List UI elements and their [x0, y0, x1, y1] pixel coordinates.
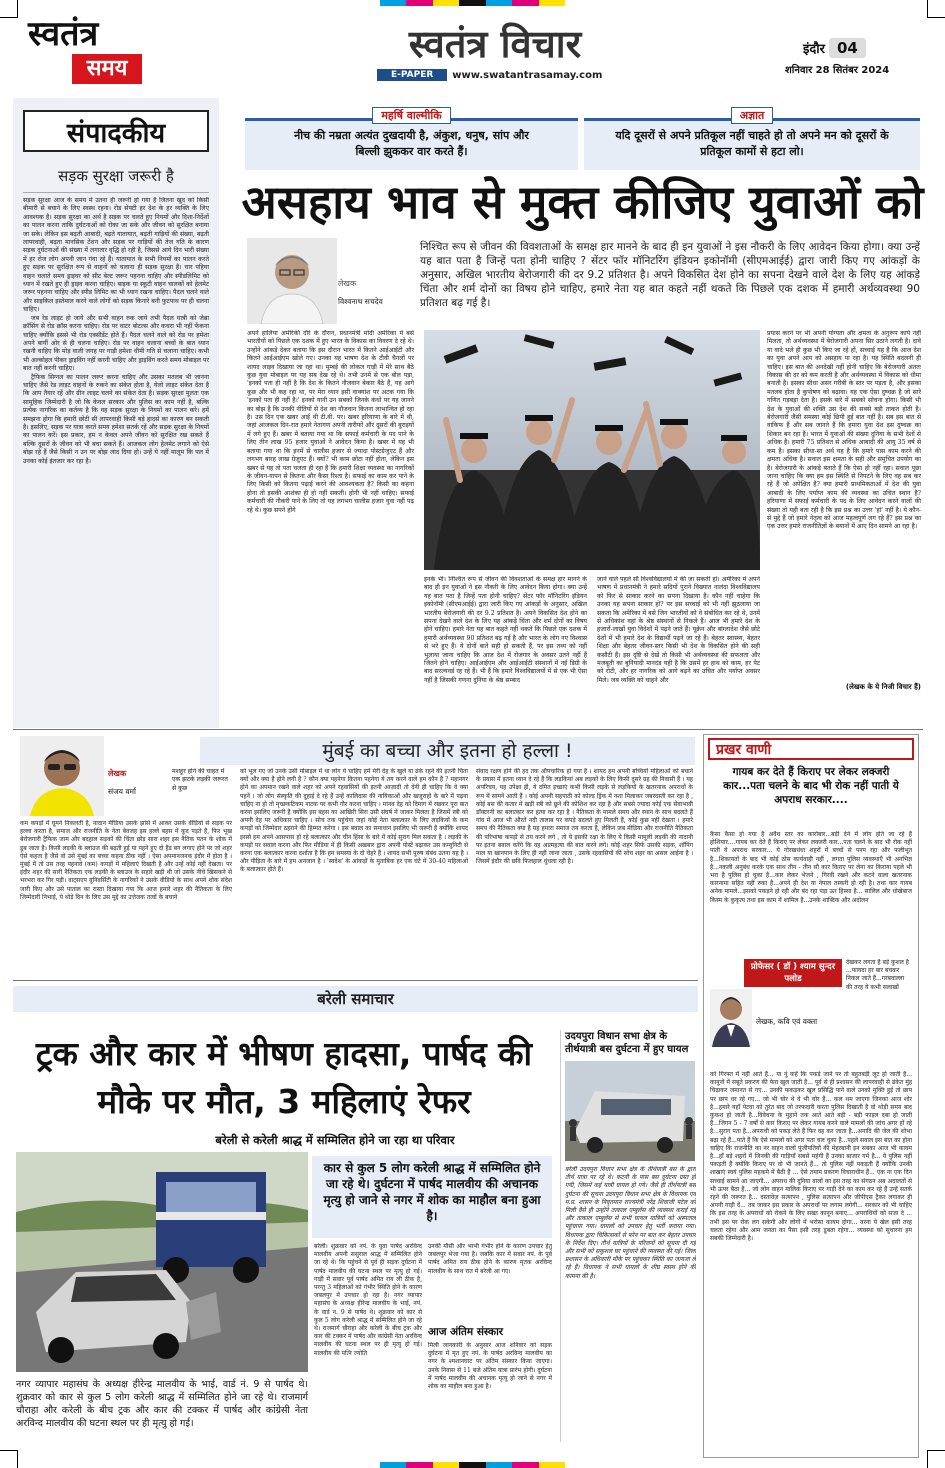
- prakhar-vani-box: [703, 734, 919, 1458]
- bareli-highlight: कार से कुल 5 लोग करेली श्राद्ध में सम्मिलित होने जा रहे थे। दुर्घटना में पार्षद मालवीय की अचानक मृत्यु हो जाने से नगर में शोक का माहौल बना हुआ है।: [312, 1156, 552, 1238]
- mumbai-col3: संवाद रक्षण होने की हद तक औपचारिक हो गया है । शायद हम अपनी बच्चियों महिलाओं को बचाने के प्रयास में इतना ध्यान दे रहे हैं कि लड़कियां अब लड़कों के लिए किसी दुसरे ग्रह की निवासी हैं । यह अपरिचय, यह उपेक्षा ही, ये दमित इच्छाएं कभी किसी लड़के से लड़कियों के खतरनाक अपराधों के रूप में सामने आती हैं । कोई अपनी सहपाठी को कोल्ड ड्रिंक में नशा मिलाकर जबरदस्ती कर रहा है , कोई बस की कतार में खड़ी स्त्री को छूने की कोशिश कर रहा है और सबसे ज्यादा कोई एक सेवाभावी डॉक्टरनी का बलात्कार कर हत्या कर रहा है । नैतिकता के मामले समय और स्थान के साथ बदलते हैं गांव में आज भी औरतें नदी तालाब पर कपड़े बदलते हुए मिलती हैं, कोई कुछ नहीं देखता । हमारे समय की नैतिकता क्या है यह हमारा समाज तय करता है, लेकिन जब मीडिया और राजनीति नैतिकता की परिभाषा कपड़ों से तय करने लगे , तो ये इसकी रक्षा के लिए ये किसी मामूली लड़की की नादानी पर इतना बवाल करेंगे कि वह आत्महत्या की बात करने लगे। कोई शहर सिर्फ उसकी सड़क, शॉपिंग माल या खानपान के लिए ही नहीं जाना जाता , उसके रहवासियों की सोच शहर का असल आईना है । जिसमें इंदौर की छवि फिलहाल धुंधला रही है।: [476, 768, 693, 866]
- crop-mark-bl: [0, 1450, 18, 1468]
- color-bar-top: [380, 0, 565, 6]
- editorial-title: सड़क सुरक्षा जरूरी है: [23, 166, 209, 193]
- author-photo-palod: [710, 989, 752, 1047]
- main-author-label: लेखक: [338, 279, 357, 288]
- main-disclaimer: (लेखक के ये निजी विचार हैं): [845, 683, 921, 691]
- bareli-banner: [13, 986, 698, 1012]
- quote-right-author: अज्ञात: [731, 107, 774, 124]
- epaper-label: E-PAPER: [377, 69, 447, 81]
- mumbai-intro: मशहूर होने की चाहत में एक झटके लड़की जरूरत से कुछ: [172, 768, 228, 792]
- prakhar-author-label: लेखक, कवि एवं वक्ता: [756, 1017, 818, 1026]
- author-photo-verma: [20, 736, 104, 816]
- logo-top-text: स्वतंत्र: [28, 14, 99, 54]
- editorial-box: [23, 110, 209, 152]
- udaipura-headline: उदयपुरा विधान सभा क्षेत्र के तीर्थयात्री बस दुर्घटना में हुए घायल: [565, 1031, 689, 1055]
- mumbai-headline: मुंबई का बच्चा और इतना हो हल्ला !: [200, 737, 695, 765]
- prakhar-author-name: प्रोफेसर ( डॉ ) श्याम सुन्दर पलोड: [744, 959, 842, 987]
- main-lead: निश्चित रूप से जीवन की विवशताओं के समक्ष हार मानने के बाद ही इन युवाओं ने इस नौकरी के लिए आवेदन किया होगा। क्या उन्हें यह बात पता है जिन्हें पता होनी चाहिए ? सेंटर फॉर मॉनिटरिंग इंडियन इकोनॉमी (सीएमआईई) द्वारा जारी किए गए आंकड़ों के अनुसार, अखिल भारतीय बेरोजगारी की दर 9.2 प्रतिशत है। अपने विकसित देश होने का सपना देखने वाले देश के लिए यह आंकड़े चिंता और शर्म दोनों का विषय होने चाहिए, हमारे नेता यह बात कहते नहीं थकते कि पिछले एक दशक में हमारी अर्थव्यवस्था 90 प्रतिशत बढ़ गई है।: [420, 241, 920, 309]
- quote-right-text: यदि दूसरों से अपने प्रतिकूल नहीं चाहते हो तो अपने मन को दूसरों के प्रतिकूल कामों से हटा लो।: [584, 118, 920, 170]
- prakhar-vani-header: [708, 738, 914, 760]
- bareli-section-title: बरेली समाचार: [317, 990, 394, 1008]
- issue-date: शनिवार 28 सितंबर 2024: [785, 65, 890, 76]
- graduates-photo: [424, 330, 760, 570]
- bareli-subhead: बरेली से करेली श्राद्ध में सम्मिलित होने जा रहा था परिवार: [215, 1133, 455, 1147]
- bareli-headline: ट्रक और कार में भीषण हादसा, पार्षद की मौके पर मौत, 3 महिलाएं रेफर: [35, 1034, 533, 1121]
- epaper-bar: [377, 68, 602, 82]
- main-col2: इनके भी। निश्चित रूप से जीवन की विवशताओं के समक्ष हार मानने के बाद ही इन युवाओं ने इस नौकरी के लिए आवेदन किया होगा। क्या उन्हें यह बात पता है जिन्हें पता होनी चाहिए? सेंटर फॉर मॉनिटरिंग इंडियन इकोनॉमी (सीएमआईई) द्वारा जारी किए गए आंकड़ों के अनुसार, अखिल भारतीय बेरोजगारी की दर 9.2 प्रतिशत है। अपने विकसित देश होने का सपना देखने वाले देश के लिए यह आंकड़े चिंता और शर्म दोनों का विषय होने चाहिए। हमारे नेता यह बात कहते नहीं थकते कि पिछले एक दशक में हमारी अर्थव्यवस्था 90 प्रतिशत बढ़ गई है और भारत के लोग नए विश्वास से भरे हुए हैं। ये दोनों बातें सही हो सकती हैं, पर इस तथ्य को नहीं भुलाया जाना चाहिए कि आज देश में रोजगार के अवसर उतने नहीं हैं जितने होने चाहिए। आईआईएम और आईआईटी संस्थानों में नई डिग्री के बाद सरल्यवर्ड रह रहे हैं। भी हैं कि हमारे विश्वविद्यालयों में से एक भी ऐसा नहीं है जिसकी गणना दुनिया के श्रेष्ठ सम्बाद: [424, 576, 587, 684]
- masthead-title: स्वतंत्र विचार: [408, 22, 582, 66]
- accident-photo: [16, 1152, 308, 1372]
- editorial-column: [13, 98, 219, 728]
- main-headline: असहाय भाव से मुक्त कीजिए युवाओं को: [241, 175, 924, 229]
- prakhar-author-row: [710, 959, 912, 1069]
- editorial-section-title: संपादकीय: [66, 117, 166, 149]
- edition-info: [803, 38, 866, 58]
- mumbai-author-label: लेखक: [108, 769, 127, 778]
- bareli-caption: नगर व्यापार महासंघ के अध्यक्ष हीरेन्द्र मालवीय के भाई, वार्ड नं. 9 से पार्षद थे। शुक्रवार को कार से कुल 5 लोग करेली श्राद्ध में सम्मिलित होने जा रहे थे। राजमार्ग चौराहा और करेली के बीच ट्रक और कार की टक्कर में पार्षद और कांग्रेसी नेता अरविन्द मालवीय की घटना स्थल पर ही मृत्यु हो गई।: [16, 1379, 308, 1429]
- bareli-col1: बरेली। शुक्रवार को नपं. के युवा पार्षद अरविन्द मालवीय अपनी ससुराल श्राद्ध में सम्मिलित होने जा रहे थे। कि पहुंचने से पूर्व ही सड़क दुर्घटना में पार्षद मालवीय की घटना स्थल पर मृत्यु हो गई। गाड़ी में सवार पूर्व पार्षद अमित राय ली ठीक है, परन्तु 3 महिलाओं को गंभीर स्थिति होने के कारण जबलपुर में उपचार हो रहा है। नगर व्यापार महासंघ के अध्यक्ष हीरेन्द्र मालवीय के भाई, नपं. के वार्ड न. 9 से पार्षद थे। शुक्रवार को कार से कुल 5 लोग करेली श्राद्ध में सम्मिलित होने जा रहे थे। राजमार्ग चौराहा और करेली के बीच ट्रक और कार की टक्कर में पार्षद और कांग्रेसी नेता अरविन्द मालवीय की घटना स्थल पर ही मृत्यु हो गई। मालवीय की पत्नि ज्योति: [314, 1243, 422, 1357]
- prakhar-side-text: देखकर लगता है बड़े कुशल है ...फायदा हर बार बचकर निकल जाते हैं...गरबवाल्ला की तरह ये कभी सलाखों: [846, 959, 909, 991]
- bus-accident-photo: [565, 1061, 695, 1161]
- editorial-p2: जब रेड लाइट हो जाये और सभी वाहन रुक जाये तभी पैदल यात्री को जेब्रा क्रॉसिंग से रोड क्रॉस करना चाहिए। रोड पर वाटर बोटल्स और कचरा भी नहीं फेंकना चाहिए क्योंकि इससे भी रोड एक्सीडेंट होते हैं। पैदल चलने वाले को रोड पर हमेशा अपने बायीं ओर से ही चलना चाहिए। रोड पर वाहन चलाना बच्चों के बात ध्यान रखनी चाहिए कि मोड़ वाली जगह पर गाड़ी हमेशा धीमी गति से चलाना चाहिए। कभी भी अल्कोहल पीकर ड्राइविंग नहीं करनी चाहिए और ड्राइविंग करते समय मोबाइल पर बात नहीं करनी चाहिए।: [23, 314, 209, 373]
- page-number: 04: [829, 38, 866, 58]
- city-label: इंदौर: [803, 42, 825, 57]
- website-link[interactable]: www.swatantrasamay.com: [452, 69, 603, 81]
- main-col4: प्रयास करने पर भी अपनी योग्यता और क्षमता के अनुरूप कार्य नहीं मिलता, तो अर्थव्यवस्था में बेरोजगारी अपना सिर उठाने लगती है। दावे या वादे भले ही कुछ भी किए जा रहे हों, सच्चाई यह है कि आज देश का युवा अपने आप को असहाय पा रहा है। यह स्थिति बदलनी ही चाहिए। इस बात की अनदेखी नहीं होनी चाहिए कि बेरोजगारी अंततः विकास की दर को कम करती है और अर्थव्यवस्था में विकास को धीमा बनाती है। इसका सीधा असर गरीबी के स्तर पर पड़ता है, और इसका मतलब होता है कुपोषण को बढ़ावा। यह एक ऐसा दुष्चक्र है जो सारे गणित गड़बड़ा देता है। इसके बारे में सबको सोचना होगा। किसी भी देश के युवाओं की शक्ति उस देश की सबसे बड़ी ताकत होती है। बेरोजगारी जैसी समस्या कोई छिपी हुई बात नहीं है। सब इस बात से वाकिफ हैं और सब जानते हैं कि हमारा युवा देश इस दुष्चक्र का शिकार बन रहा है। भारत में युवाओं की संख्या दुनिया के सभी देशों से अधिक है। हमारी 75 प्रतिशत से अधिक आबादी की आयु 35 वर्ष से कम है। इसका सीधा-सा अर्थ यह है कि हमारे पास काम करने की क्षमता अधिक है। सवाल इस क्षमता के सही और समुचित उपयोग का है। बेरोजगारी के आंकड़े बताते हैं कि ऐसा हो नहीं रहा। सवाल पूछा जाना चाहिए कि क्या हम इस स्थिति से निपटने के लिए वह सब कर रहे हैं जो अपेक्षित है? क्या हमारी प्राथमिकताओं में देश की युवा आबादी के लिए पर्याप्त काम की व्यवस्था का उचित स्थान है? हरियाणा में सफाई कर्मचारी के पद के लिए आवेदन करने वालों की संख्या तो यही बता रही है कि इस प्रश्न का उत्तर 'हां' नहीं है। ये कौन-से मुद्दे हैं जो हमारे नेतृत्व को आज महत्वपूर्ण लग रहे हैं? इस प्रश्न का एक उत्तर हमारे राजनीतिज्ञों के बयानों में आए दिन सामने आ रहा है।: [767, 330, 921, 531]
- prakhar-body2: को गिरफ्त में नहीं आते हैं... या नूं कहें कि पकड़े जाने पर तो बहुतबड़ी लूट हो जाती है... कानूनों में सबूते प्रकरण की फेरा खुल जाती है... पूर्व से ही प्रशासन की लापरवाही से ढंकेत मुंह चिढ़ाकर जमानत से गए... उनकी फकड़कर खुल प्रसिद्धि पाने वाले उनको मुक्ति हुई तो छाप पर छाप धर रहे गए... जो भी चोर थे वे भी चोर हैं... कल थम जाएगा जिनका आज शोर है...हमारे यहाँ पेटवा को तुरंत बाद जो तरफदारी करता पुलिस दिखाती है वो थोड़ी समय बाद कुकश हो जाती है...विवेचना के मुहाने तक आते आते बड़ी - बड़ी फाइल दबा हो जाती हैं...जिगन 5 - 7 वर्षों से कार किराए पर लेकर गायब करने वाले मामलों की जांच अगर हों रहे है...सुराग पता है...अपराधी को पकड़ लेते हैं फिर वह कर जाता है...अनादि की जेल की शोभा बढ़ा रहे हैं...पाते हैं कि ऐसे मामलों को अगर पता चल चुका है...पहले सवाल इस बात का होना चाहिए कि राजनीति का नर वाहन वालों पूंजीपतियों की मेहरबानी इन सबका आज भी कायम है...हाँ बड़े शहरों में जिनकी की गाड़ियाँ सबसे महंगी हैं उनका बाजार गर्म है... ये पुलिस नहीं पकड़ती हैं क्योंकि किराए पर वो भी जानते हैं... तो पुलिस नहीं पकड़ती हैं क्योंकि उनकी शाखाएं स्वयं पुलिस महकमे में बैठी हैं ... ऐसे तमाम प्रकरण विचाराधीन हैं... एक ना एक दिन सच्चाई सामने आ जाएगी... अपराध की दुनिया वालों का इस तरह का संगठन अब अदालतों से भी ऊपर बैठा है... जो लोग वाहन मालिक किराए पर गाड़ी देने का काम कर रहे हैं उन्हें सतर्क रहने की जरूरत है... दस्तावेज़ सत्यापन , पुलिस सत्यापन और जीपीएस ट्रैकर लगाकर ही अपनी गाड़ी दें... तब जाकर इस प्रकार के अपराधों पर लगाम लगेगी... सरकार को भी चाहिए कि इस तरह के अपराधों को रोकने के लिए सख्त कानून बनाए... अपराधियों को सजा दे ... तभी इस पर रोक लग सकेगी और लोगों में भरोसा कायम होगा... वरना ये खेल इसी तरह चलता रहेगा और आम जनता का पैसा इसी तरह डूबता रहेगा... व्यवस्था को सुधारना हम सबकी जिम्मेदारी है।: [710, 1071, 912, 1243]
- author-photo-sachdev: [247, 238, 337, 324]
- crop-mark-tr: [927, 0, 945, 18]
- udaipura-story: [560, 1030, 696, 1442]
- editorial-p1: सड़क सुरक्षा आज के समय में उतना ही जरूरी हो गया है जितना खुद को किसी बीमारी से बचाने के लिए स्वस्थ रहना। रोड सेफ्टी हर देश के हर व्यक्ति के लिए आवश्यक है। सड़क सुरक्षा का अर्थ है सड़क पर चलते हुए नियमों और दिशा-निर्देशों का पालन करना ताकि दुर्घटनाओं को रोका जा सके और जीवन को सुरक्षित बनाया जा सके। लेकिन इस बढ़ती आबादी, बढ़ते यातायात, बढ़ती गाड़ियों की संख्या, बढ़ती लापरवाही, बढ़ता मानसिक टेंशन और सड़क पर गाड़ियों की तेज गति के कारण सड़क दुर्घटनाओं की संख्या में लगातार वृद्धि हो रही है, जिससे आये दिन भारी संख्या में हर रोज लोग अपनी जान गंवा रहे हैं। यातायात के सभी नियमों का पालन करते हुए सड़क पर सुरक्षित रूप से वाहनों को चलाना ही सड़क सुरक्षा है। चार पहिया वाहन चलाते समय ड्राइवर को सीट बेल्ट जरूर पहनना चाहिए और स्पीडलिमिट को ध्यान में रखते हुए ही ड्राइव करना चाहिए। बाइक या स्कूटी वाहन चालकों को हेलमेट जरूर पहनना चाहिए और स्पीड लिमिट का भी ध्यान रखना चाहिए। पैदल चलने वाले और साइकिल इस्तेमाल करने वाले लोगों को सड़क किनारे बनी फुटपाथ पर ही चलना चाहिए।: [23, 197, 209, 314]
- bareli-col2: उनकी मौसी और भाभी गंभीर होने के कारण उपचार हेतु जबलपुर भेजा गया है। जबकि कार में सवार नपं. के पूर्व पार्षद अमित राय ठीक होने के कारण मृतक अरविन्द मालवीय के साथ रात में बरेली आ गए।: [428, 1243, 552, 1275]
- udaipura-body: बरेली उदयपुरा विधान सभा क्षेत्र के तीर्थयात्री बस के द्वारा तीर्थ यात्रा पर रहे थे। कटनी के पास बस दुर्घटना ग्रस्त हो गयी, जिसमें कई यात्री घायल हो गये। जैसे ही तीर्थयात्री बस दुर्घटना की सूचना उदयपुरा विधान सभा क्षेत्र के विधायक एवं म.प्र. शासन के निवृतमान राज्यमंत्री नरेंद्र शिवाजी पटेल को मिली वैसे ही उन्होंने तत्काल एम्बुलेंस की व्यवस्था कराई गई और तत्काल एम्बुलेंस से सभी घायल यात्रियों को अस्पताल पहुंचाया गया। घायलों को उपचार हेतु भर्ती कराया गया। विधायक द्वारा चिकित्सकों से फोन पर बात कर बेहतर उपचार के निर्देश दिए। तीर्थ यात्रियों के परिजनों को सूचना दी गई और सभी को सकुशल घर पहुंचाने की व्यवस्था की गई। जिला प्रशासन के अधिकारी मौके पर पहुंचकर स्थिति का जायजा ले रहे हैं। विधायक ने सभी घायलों के शीघ्र स्वस्थ होने की कामना की है।: [565, 1166, 696, 1280]
- crop-mark-tl: [0, 0, 18, 18]
- quote-left-text: नीच की नम्रता अत्यंत दुखदायी है, अंकुश, धनुष, सांप और बिल्ली झुककर वार करते हैं।: [245, 118, 578, 170]
- prakhar-vani-title: प्रखर वाणी: [716, 741, 772, 758]
- editorial-p3: ट्रैफिक सिग्नल का पालन जरूर करना चाहिए और उसका मतलब भी जानना चाहिए जैसे रेड लाइट वाहनों के रुकने का संकेत होता है, येलो लाइट संकेत देता है कि आप तैयार रहें और ग्रीन लाइट चलने का संकेत देता है। सड़क सुरक्षा मूलतः एक सामूहिक जिम्मेदारी है जो कि केवल सरकार और पुलिस का काम नहीं है, बल्कि प्रत्येक नागरिक का कर्तव्य है कि वह सड़क सुरक्षा के नियमों का पालन करे। हमें समझना होगा कि हमारी छोटी सी लापरवाही किसी बड़े हादसे का कारण बन सकती है। इसलिए, सड़क पर यात्रा करते समय हमेशा सतर्क रहें और सड़क सुरक्षा के नियमों का पालन करें। इस प्रकार, हम न केवल अपने जीवन को सुरक्षित रख सकते हैं बल्कि दूसरों के जीवन को भी बचा सकते हैं। आजकल लोग हेलमेट लगाने को ऐसे बोझ रहे हैं जैसे किसी न उन पर बोझ लाद दिया हो। उन्हें ये नहीं मालूम कि पल में उनका कोई इंतजार कर रहा है।: [23, 373, 209, 465]
- quote-right: [584, 98, 920, 161]
- editorial-body: [23, 197, 209, 722]
- masthead-logo[interactable]: [28, 14, 148, 88]
- prakhar-author-card: [710, 959, 842, 1069]
- quote-left-author: महर्षि वाल्मीकि: [372, 107, 450, 124]
- logo-bottom-text: समय: [72, 54, 142, 84]
- color-bar-bottom: [380, 1462, 565, 1468]
- bareli-col2b: मिली जानकारी के अनुसार आज शनिवार को सड़क दुर्घटना में मृत हुए नपं. के पार्षद अरविन्द मालवीय का नगर के श्मशानघाट पर अंतिम संस्कार किया जाएगा। उनके निवास से 11 बजे अंतिम यात्रा प्रारंभ होगी। दुर्घटना में पार्षद मालवीय की अचानक मृत्यु हो जाने से नगर में शोक का माहौल बना हुआ है।: [428, 1342, 552, 1391]
- mumbai-col1: कम कपड़ों में घूमने निकलती है, नादान मीडिया उसके झांसे में आकर उसके वीडियो से सड़क पर हल्ला करता है, समाज और राजनीति के नेता बेवजह इस हल्ले बहस में कूद पड़ते हैं, फिर भूख बेरोजगारी ट्रैफिक जाम और बदहाल सड़कों की चिंता छोड़ सारा शहर इस नैतिक पतन के शोक में डूब जाता है। किसी लड़की के ब्लाउज की बढ़ती हुई या पहने हुए दो हैंड बग लगाए होने पर जो शहर ऐसे कहता है जैसे वो उसे मुंबई का बच्चा कहना ठीक नहीं । ऐसा अपमानजनक इंदौर में होता है । मुंबई में तो उस तरह पहनावे (कम) कपड़ों में महिलाएं दिखती हैं और उन्हें कोई नहीं देखता। पर इंदौर शहर की सारी नैतिकता एक लड़की के ब्लाउज के सहारे खड़ी थी जो उसके नीचे खिसकने से भरभरा कर गिर पड़ी। वाट्सएप यूनिवर्सिटी के नागरिकों ने उसके वीडियो के साथ अपने शोक संदेश जारी किए और उसे पाताल का रास्ता दिखाया गया कि आज हमारे शहर की नैतिकता के लिए जिम्मेदारी निभाई, ये थोड़े दिन के लिए उस मुद्दे का उत्तेजक तत्वों के बचाने: [20, 820, 232, 901]
- divider-main: [13, 729, 923, 730]
- bareli-subsection: आज अंतिम संस्कार: [428, 1326, 504, 1338]
- mumbai-col2: को भूल गए जो उनके उसी मोबाइल में था लोग ये चाहिए हमें मेरी देह के खुले या ढंके रहने की इतनी चिंता क्यों और क्या है होने लगी है ? कौन क्या पहनेगा कितना पहनेगा ये तय करने वाले हम कौन हैं ? महानगर होने का अपमान रखने वाले शहर को अपने रहवासियों की इतनी आज़ादी तो देनी ही चाहिए कि वे क्या पहनें । जो लोग संस्कृति की दुहाई दे रहे हैं उन्हें कालिदास की नायिकाओं और खजुराहो के बारे में पढ़ना चाहिए ना हो तो मृच्छकटिकम नाटक पर कभी गौर करना चाहिए । मानव देह को दिमाग में रखकर पूरा बात करना इसलिए जरूरी है क्योंकि इस बहस का आखिरी सिरा उसी संघर्ष में जाकर मिलता है जिसमें स्त्री को अपनी देह पर अधिकार चाहिए । सोच तक पहुंचेगा जहां कोई नेता बलात्कार के लिए लड़कियों के कम कपड़ों को जिम्मेदार ठहराने की हिम्मत करेगा । इस बवाल का समाधान इसलिए भी जरूरी है क्योंकि शायद इससे हम अपने आसपास हो रहे बलात्कार और चीन हिंसा के बारे में कोई सुराग मिल सकता है । लड़की के कपड़ों पर सवाल करना और फिर मीडिया में ही किसी अखबार द्वारा अपनी पोस्टें बढ़ाकर उस कम्युनिटी से करना एक बलात्कार करना दर्शाता है कि हम समस्या के दो चेहरे हैं । शायद सभी पुरुष संबंध उतना यह है । और पीड़िता के बारे में हम अनजान है । 'स्वदेश' के आंकड़ों के मुताबिक हर एक घंटे में 30-40 महिलाओं के बलात्कार होते हैं।: [240, 768, 468, 874]
- divider-mumbai: [13, 980, 698, 981]
- main-author-name: विश्वनाथ सचदेव: [338, 297, 383, 306]
- prakhar-body1: कैसा कैसा हो गया है अवैध स्तर का कारोबार...बड़ी देने में लोग होते जा रहे हैं होशियार....गायब कर देते हैं किराए पर लेकर लक्जरी कार...पता चलने के बाद भी रोक नहीं पाती ये अपराध सरकार... ये गोरखधंधा शहरों में बच्चों से पनप रहा और फलीभूत है...शिकायतों के बाद भी कोई ठोस कार्यवाही नहीं , लगता पुलिस व्यवस्थाएँ भी अनभिज्ञ है...नकली अनुबंध करके एक साथ तीन - तीन सौ कार किराए पर लेना का किराया पहले भी भरा है पुलिस हो चुका है...कार लेकर भेजने , गिरवी रखने और कटने वाला खतरनाक कारनामा सहित नहीं रुका है...अपने ही देश या नेपाल तस्करी हो रही है। तथा कार गायब अनेक मामले...इसको पकड़ने हो रही और बंद रहा पड़ा ऊर हिस्सा है... सालिल और धोखेबाज किस्म के कुकृत्य तथा इस काम में शामिल है...उनके शाब्दिक और अदोलन: [710, 831, 912, 904]
- quote-left: [245, 98, 578, 161]
- main-col3: जाने वाले पहले सौ विश्वविद्यालयों में की जा सकती हो। अमेरिका में अपने भाषण में प्रधानमंत्री ने हमारे सदियों पुराने विख्यात नालंदा विश्वविद्यालय को फिर से साकार करने का सपना दिखाया है। कौन नहीं चाहेगा कि उनका यह सपना साकार हो? पर इस सच्चाई को भी नहीं झुठलाया जा सकता कि अमेरिका में बसे जिन भारतीयों को वे संबोधित कर रहे थे, उनमें से अधिकांश वहां के श्रेष्ठ संस्थानों से निकले हैं। आज भी हमारे देश के हजारों-लाखों युवा विदेशों में पढ़ने जाते हैं। यूक्रेन और बांग्लादेश जैसे छोटे देशों में भी हमारे देश के विद्यार्थी पढ़ने जा रहे हैं। बेहतर स्वास्थ्य, बेहतर शिक्षा और बेहतर जीवन-स्तर किसी भी देश के विकसित होने की सही कसौटी हैं। इस दृष्टि से देखें तो किसी भी अर्थव्यवस्था की सफलता और मजबूती का बुनियादी मानदंड यही है कि उसमें हर हाथ को काम, हर पेट को रोटी, और हर नागरिक को आगे बढ़ने का उचित और पर्याप्त अवसर मिले। जब व्यक्ति को चाहने और: [597, 576, 760, 684]
- crop-mark-br: [927, 1450, 945, 1468]
- mumbai-author-name: संजय वर्मा: [108, 787, 136, 796]
- main-col1: अपने हालिया अमेरिकी दौरे के दौरान, प्रधानमंत्री मोदी अमेरिका में बसे भारतीयों को पिछले एक दशक में हुए भारत के विकास का विवरण दे रहे थे। उन्होंने आंकड़े देकर बताया कि इस दौरान भारत में कितने आईआईटी और कितने आईआईएम खोले गए। उनका यह भाषण देश के टीवी चैनलों पर शायद लाइव दिखाया जा रहा था। मुम्बई की लोकल गाड़ी में मेरे साथ बैठे कुछ युवा मोबाइल पर यह सब देख रहे थे। तभी उनमें से एक बोल पड़ा, 'इनको पता ही नहीं है कि देश के कितने नौजवान बेकार बैठे हैं, यह आगे कुछ और भी कह रहा था, पर मेरा ध्यान इसी वाक्यांश पर अटक गया कि 'इनको पता ही नहीं है।' इनको यानी उन सबको जिनके कंधों पर यह जानने का बोझ है कि उनकी नीतियों से देश का नौजवान कितना लाभान्वित हो रहा है। उस दिन एक खबर आई थी टी.वी. पर। खबर हरियाणा के बारे में थी, जहां आजकल दिन-रात हमारे नेतागण अपनी तारीफों और दूसरों की बुराइयों में लगे हुए हैं। खबर में बताया गया था कि सफाई कर्मचारी के पद पाने के लिए तीन लाख 95 हजार युवाओं ने आवेदन किया है। खबर में यह भी बताया गया था कि इनमें से चालीस हजार से ज्यादा पोस्टग्रेजुएट हैं और लगभग बारह लाख ग्रेजुएट हैं। क्यों? भी काम छोटा नहीं होता, लेकिन इस खबर से यह तो पता चलता ही रहा है कि हमारी शिक्षा व्यवस्था का नागरिकों के जीवन-यापन से कितना और कैसा रिश्ता है। सफाई का काम कर पाने के लिए किसी को कितना पढ़ाई करने की आवश्यकता है? किसी का कहना होना तो इसकी आशंका ही हो नहीं सकती। होनी भी नहीं चाहिए। सफाई कर्मचारी की नौकरी पाने के लिए तो यह लगभग चालीस हजार युवा नहीं पढ़ रहे थे। कुछ सपने होंगे: [247, 330, 414, 514]
- prakhar-headline: गायब कर देते हैं किराए पर लेकर लक्जरी कार...पता चलने के बाद भी रोक नहीं पाती ये अपराध सरकार....: [723, 766, 899, 806]
